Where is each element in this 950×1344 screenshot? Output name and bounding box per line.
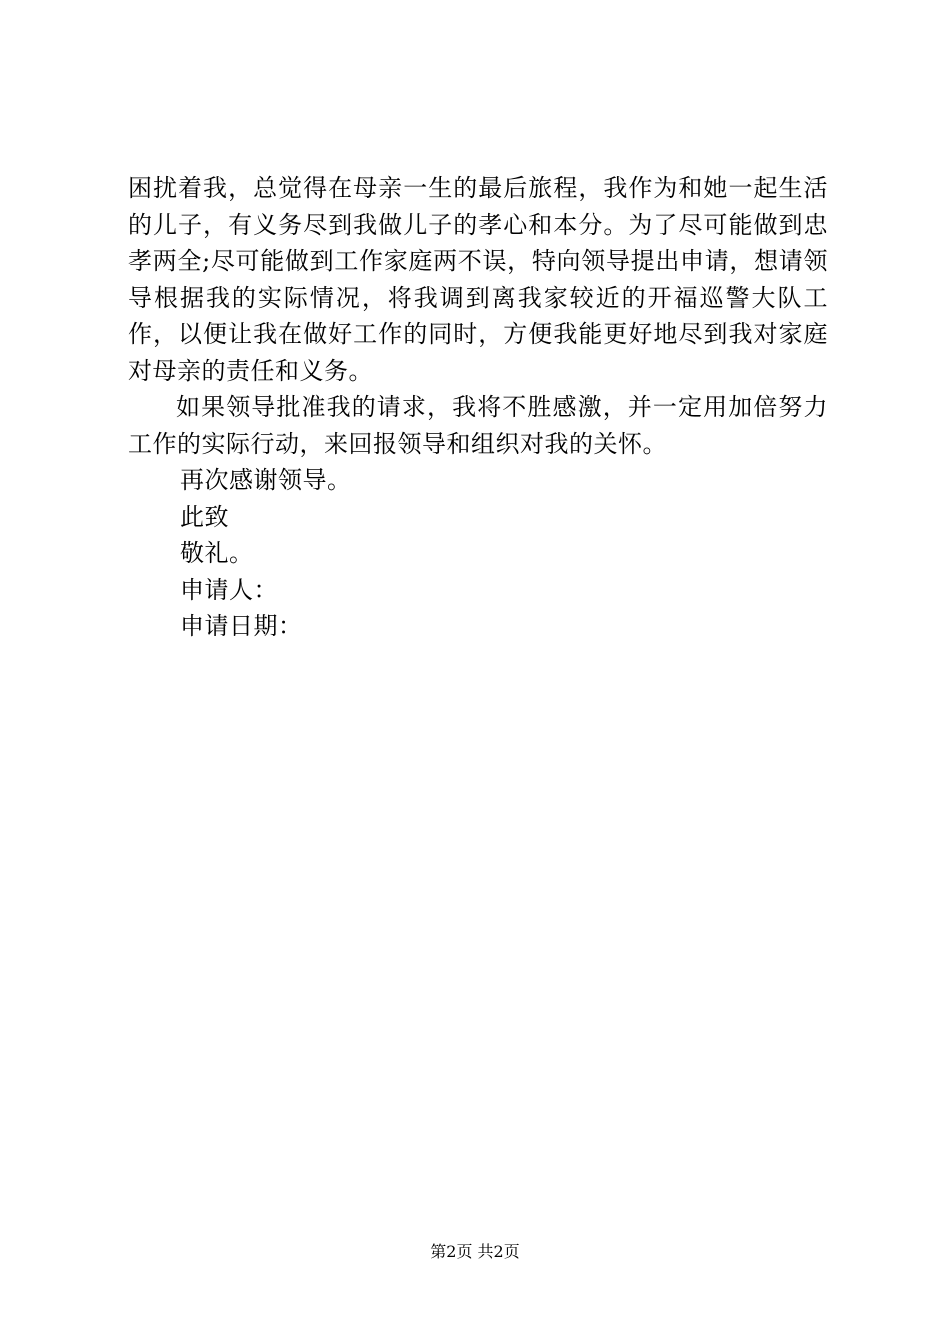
closing-salutation: 此致: [180, 502, 229, 531]
closing-thanks: 再次感谢领导。: [180, 466, 352, 494]
letter-body: [128, 170, 828, 645]
closing-respect: 敬礼。: [180, 539, 254, 567]
paragraph-request: 如果领导批准我的请求，我将不胜感激，并一定用加倍努力工作的实际行动，来回报领导和组织对我的关怀。: [128, 393, 828, 458]
page-footer: 第2页 共2页: [430, 1242, 520, 1261]
paragraph-continuation: 困扰着我，总觉得在母亲一生的最后旅程，我作为和她一起生活的儿子，有义务尽到我做儿子的孝心和本分。为了尽可能做到忠孝两全;尽可能做到工作家庭两不误，特向领导提出申请，想请领导根据我的实际情况，将我调到离我家较近的开福巡警大队工作，以便让我在做好工作的同时，方便我能更好地尽到我对家庭对母亲的责任和义务。: [128, 174, 828, 385]
date-line: 申请日期：: [180, 612, 303, 640]
applicant-line: 申请人：: [180, 575, 278, 604]
